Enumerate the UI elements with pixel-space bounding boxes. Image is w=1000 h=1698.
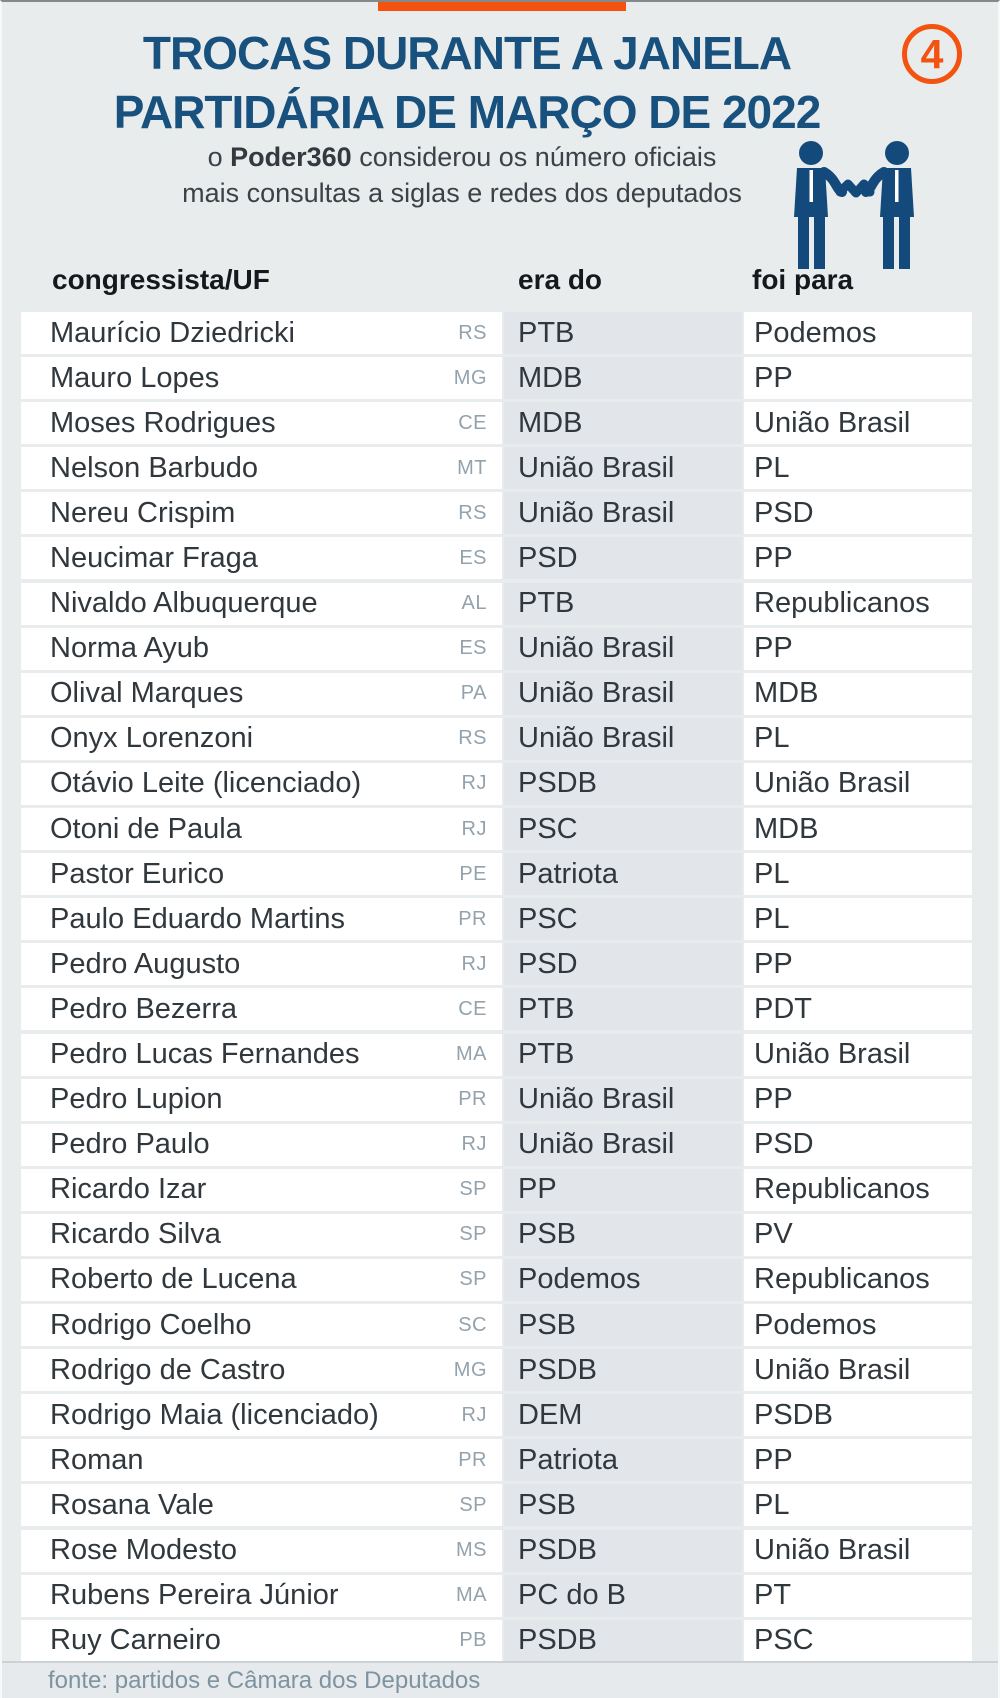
congressperson-name: Nereu Crispim <box>50 496 236 529</box>
party-to: MDB <box>754 812 819 845</box>
congressperson-name: Otoni de Paula <box>50 812 242 845</box>
party-to: PP <box>754 1443 793 1476</box>
table-row <box>21 1349 972 1391</box>
congressperson-uf: RS <box>458 727 487 750</box>
party-from: PSC <box>518 902 578 935</box>
party-to: PL <box>754 857 790 890</box>
party-to: União Brasil <box>754 406 911 439</box>
handshake-icon <box>778 141 930 269</box>
party-to: União Brasil <box>754 1534 911 1567</box>
table-row <box>21 583 972 625</box>
table-row <box>21 312 972 354</box>
congressperson-name: Olival Marques <box>50 677 244 710</box>
congressperson-name: Roberto de Lucena <box>50 1263 297 1296</box>
party-from: PSDB <box>518 1534 597 1567</box>
congressperson-uf: MS <box>456 1539 487 1562</box>
congressperson-name: Pedro Augusto <box>50 947 241 980</box>
congressperson-uf: RJ <box>461 952 487 975</box>
party-to: PSD <box>754 496 814 529</box>
table-row <box>21 1530 972 1572</box>
party-from: União Brasil <box>518 451 675 484</box>
party-from: PSC <box>518 812 578 845</box>
congressperson-uf: PR <box>458 1448 487 1471</box>
table-row <box>21 447 972 489</box>
congressperson-uf: MA <box>456 1584 487 1607</box>
party-from: União Brasil <box>518 1128 675 1161</box>
table-row <box>21 718 972 760</box>
party-from: União Brasil <box>518 496 675 529</box>
table-row <box>21 1394 972 1436</box>
party-to: PL <box>754 1488 790 1521</box>
table-row <box>21 988 972 1030</box>
party-to: PP <box>754 947 793 980</box>
congressperson-name: Rodrigo de Castro <box>50 1353 286 1386</box>
congressperson-uf: RJ <box>461 1403 487 1426</box>
congressperson-uf: CE <box>458 997 487 1020</box>
congressperson-uf: PE <box>459 862 487 885</box>
party-switch-table <box>2 252 1000 1665</box>
page-number: 4 <box>920 30 944 77</box>
congressperson-uf: RJ <box>461 1133 487 1156</box>
congressperson-name: Rodrigo Maia (licenciado) <box>50 1398 379 1431</box>
party-to: PT <box>754 1579 792 1612</box>
congressperson-name: Paulo Eduardo Martins <box>50 902 345 935</box>
party-from: PTB <box>518 316 575 349</box>
table-row <box>21 1034 972 1076</box>
congressperson-uf: PB <box>459 1629 487 1652</box>
table-row <box>21 1079 972 1121</box>
congressperson-name: Onyx Lorenzoni <box>50 722 254 755</box>
congressperson-name: Ricardo Izar <box>50 1173 207 1206</box>
congressperson-name: Rosana Vale <box>50 1488 214 1521</box>
congressperson-uf: ES <box>459 637 487 660</box>
congressperson-name: Rubens Pereira Júnior <box>50 1579 339 1612</box>
party-to: PSC <box>754 1624 814 1657</box>
table-row <box>21 1439 972 1481</box>
party-to: União Brasil <box>754 1038 911 1070</box>
party-from: União Brasil <box>518 722 675 755</box>
congressperson-uf: MT <box>457 456 487 479</box>
source-text: fonte: partidos e Câmara dos Deputados <box>48 1666 481 1694</box>
party-to: PV <box>754 1218 793 1251</box>
party-from: União Brasil <box>518 677 675 710</box>
party-to: PP <box>754 541 793 574</box>
congressperson-name: Otávio Leite (licenciado) <box>50 767 362 800</box>
table-row <box>21 943 972 985</box>
congressperson-name: Norma Ayub <box>50 632 210 665</box>
party-from: DEM <box>518 1398 583 1431</box>
party-from: PSB <box>518 1218 577 1251</box>
table-row <box>21 853 972 895</box>
congressperson-uf: RS <box>458 321 487 344</box>
party-from: PSDB <box>518 1353 597 1386</box>
congressperson-uf: RJ <box>461 772 487 795</box>
congressperson-uf: ES <box>459 546 487 569</box>
table-row <box>21 763 972 805</box>
party-to: PL <box>754 722 790 755</box>
party-from: PTB <box>518 992 575 1025</box>
congressperson-name: Mauro Lopes <box>50 361 220 394</box>
congressperson-name: Pedro Lupion <box>50 1083 223 1116</box>
congressperson-name: Moses Rodrigues <box>50 406 276 439</box>
party-from: PSDB <box>518 767 597 800</box>
congressperson-uf: MG <box>453 1358 487 1381</box>
party-to: Podemos <box>754 316 877 349</box>
party-from: MDB <box>518 406 583 439</box>
table-row <box>21 1214 972 1256</box>
brand-name: Poder360 <box>230 142 352 172</box>
table-row <box>21 898 972 940</box>
congressperson-name: Pedro Paulo <box>50 1128 210 1161</box>
top-accent-bar <box>378 2 626 11</box>
congressperson-name: Pastor Eurico <box>50 857 225 890</box>
congressperson-uf: RS <box>458 501 487 524</box>
table-row <box>21 1124 972 1166</box>
party-to: PL <box>754 451 790 484</box>
table-row <box>21 537 972 579</box>
column-header-from-party: era do <box>518 264 603 295</box>
table-row <box>21 1620 972 1662</box>
table-row <box>21 492 972 534</box>
congressperson-uf: MG <box>453 366 487 389</box>
congressperson-uf: MA <box>456 1043 487 1065</box>
congressperson-uf: SP <box>459 1178 487 1201</box>
table-row <box>21 357 972 399</box>
congressperson-uf: AL <box>461 592 487 615</box>
party-to: PP <box>754 632 793 665</box>
party-to: Republicanos <box>754 1173 930 1206</box>
party-from: PSD <box>518 947 578 980</box>
column-header-congressperson: congressista/UF <box>52 264 270 295</box>
party-from: Patriota <box>518 857 618 890</box>
table-row <box>21 1484 972 1526</box>
party-from: União Brasil <box>518 632 675 665</box>
party-from: Podemos <box>518 1263 641 1296</box>
congressperson-name: Rose Modesto <box>50 1534 237 1567</box>
congressperson-uf: PR <box>458 1088 487 1111</box>
congressperson-uf: RJ <box>461 817 487 840</box>
congressperson-uf: SP <box>459 1223 487 1246</box>
party-from: Patriota <box>518 1443 618 1476</box>
party-to: União Brasil <box>754 1353 911 1386</box>
table-row <box>21 1575 972 1617</box>
party-from: PC do B <box>518 1579 626 1612</box>
table-row <box>21 673 972 715</box>
party-to: Republicanos <box>754 1263 930 1296</box>
party-from: PSB <box>518 1488 577 1521</box>
table-header-row <box>21 252 972 296</box>
column-header-to-party: foi para <box>752 264 854 295</box>
party-to: PL <box>754 902 790 935</box>
table-row <box>21 808 972 850</box>
table-row <box>21 1169 972 1211</box>
table-row <box>21 1304 972 1346</box>
party-to: MDB <box>754 677 819 710</box>
party-to: PP <box>754 361 793 394</box>
congressperson-name: Pedro Bezerra <box>50 992 237 1025</box>
congressperson-name: Nelson Barbudo <box>50 451 258 484</box>
party-to: PDT <box>754 992 812 1025</box>
congressperson-uf: PR <box>458 907 487 930</box>
party-to: PSDB <box>754 1398 833 1431</box>
table-row <box>21 628 972 670</box>
congressperson-uf: CE <box>458 411 487 434</box>
congressperson-name: Ricardo Silva <box>50 1218 221 1251</box>
congressperson-name: Roman <box>50 1443 144 1476</box>
table-row <box>21 402 972 444</box>
table-row <box>21 1259 972 1301</box>
party-from: PSD <box>518 541 578 574</box>
party-from: União Brasil <box>518 1083 675 1116</box>
party-to: Podemos <box>754 1308 877 1341</box>
congressperson-uf: SP <box>459 1493 487 1516</box>
page-title: TROCAS DURANTE A JANELA PARTIDÁRIA DE MARÇO DE 2022 <box>113 27 821 138</box>
table-body <box>2 312 1000 1662</box>
party-to: PP <box>754 1083 793 1116</box>
party-from: PSB <box>518 1308 577 1341</box>
congressperson-name: Maurício Dziedricki <box>50 316 295 349</box>
congressperson-name: Rodrigo Coelho <box>50 1308 252 1341</box>
party-to: União Brasil <box>754 767 911 800</box>
party-to: Republicanos <box>754 587 930 620</box>
party-to: PSD <box>754 1128 814 1161</box>
party-from: PTB <box>518 587 575 620</box>
page-subtitle: o Poder360 considerou os número oficiais mais consultas a siglas e redes dos deputados <box>182 142 742 208</box>
party-from: MDB <box>518 361 583 394</box>
congressperson-name: Neucimar Fraga <box>50 541 258 574</box>
congressperson-uf: SC <box>458 1313 487 1336</box>
party-from: PSDB <box>518 1624 597 1657</box>
party-from: PP <box>518 1173 557 1206</box>
congressperson-name: Pedro Lucas Fernandes <box>50 1038 360 1070</box>
congressperson-uf: SP <box>459 1268 487 1291</box>
source-footer <box>2 1661 998 1698</box>
congressperson-uf: PA <box>460 682 487 705</box>
party-from: PTB <box>518 1038 575 1070</box>
congressperson-name: Nivaldo Albuquerque <box>50 587 318 620</box>
congressperson-name: Ruy Carneiro <box>50 1624 221 1657</box>
